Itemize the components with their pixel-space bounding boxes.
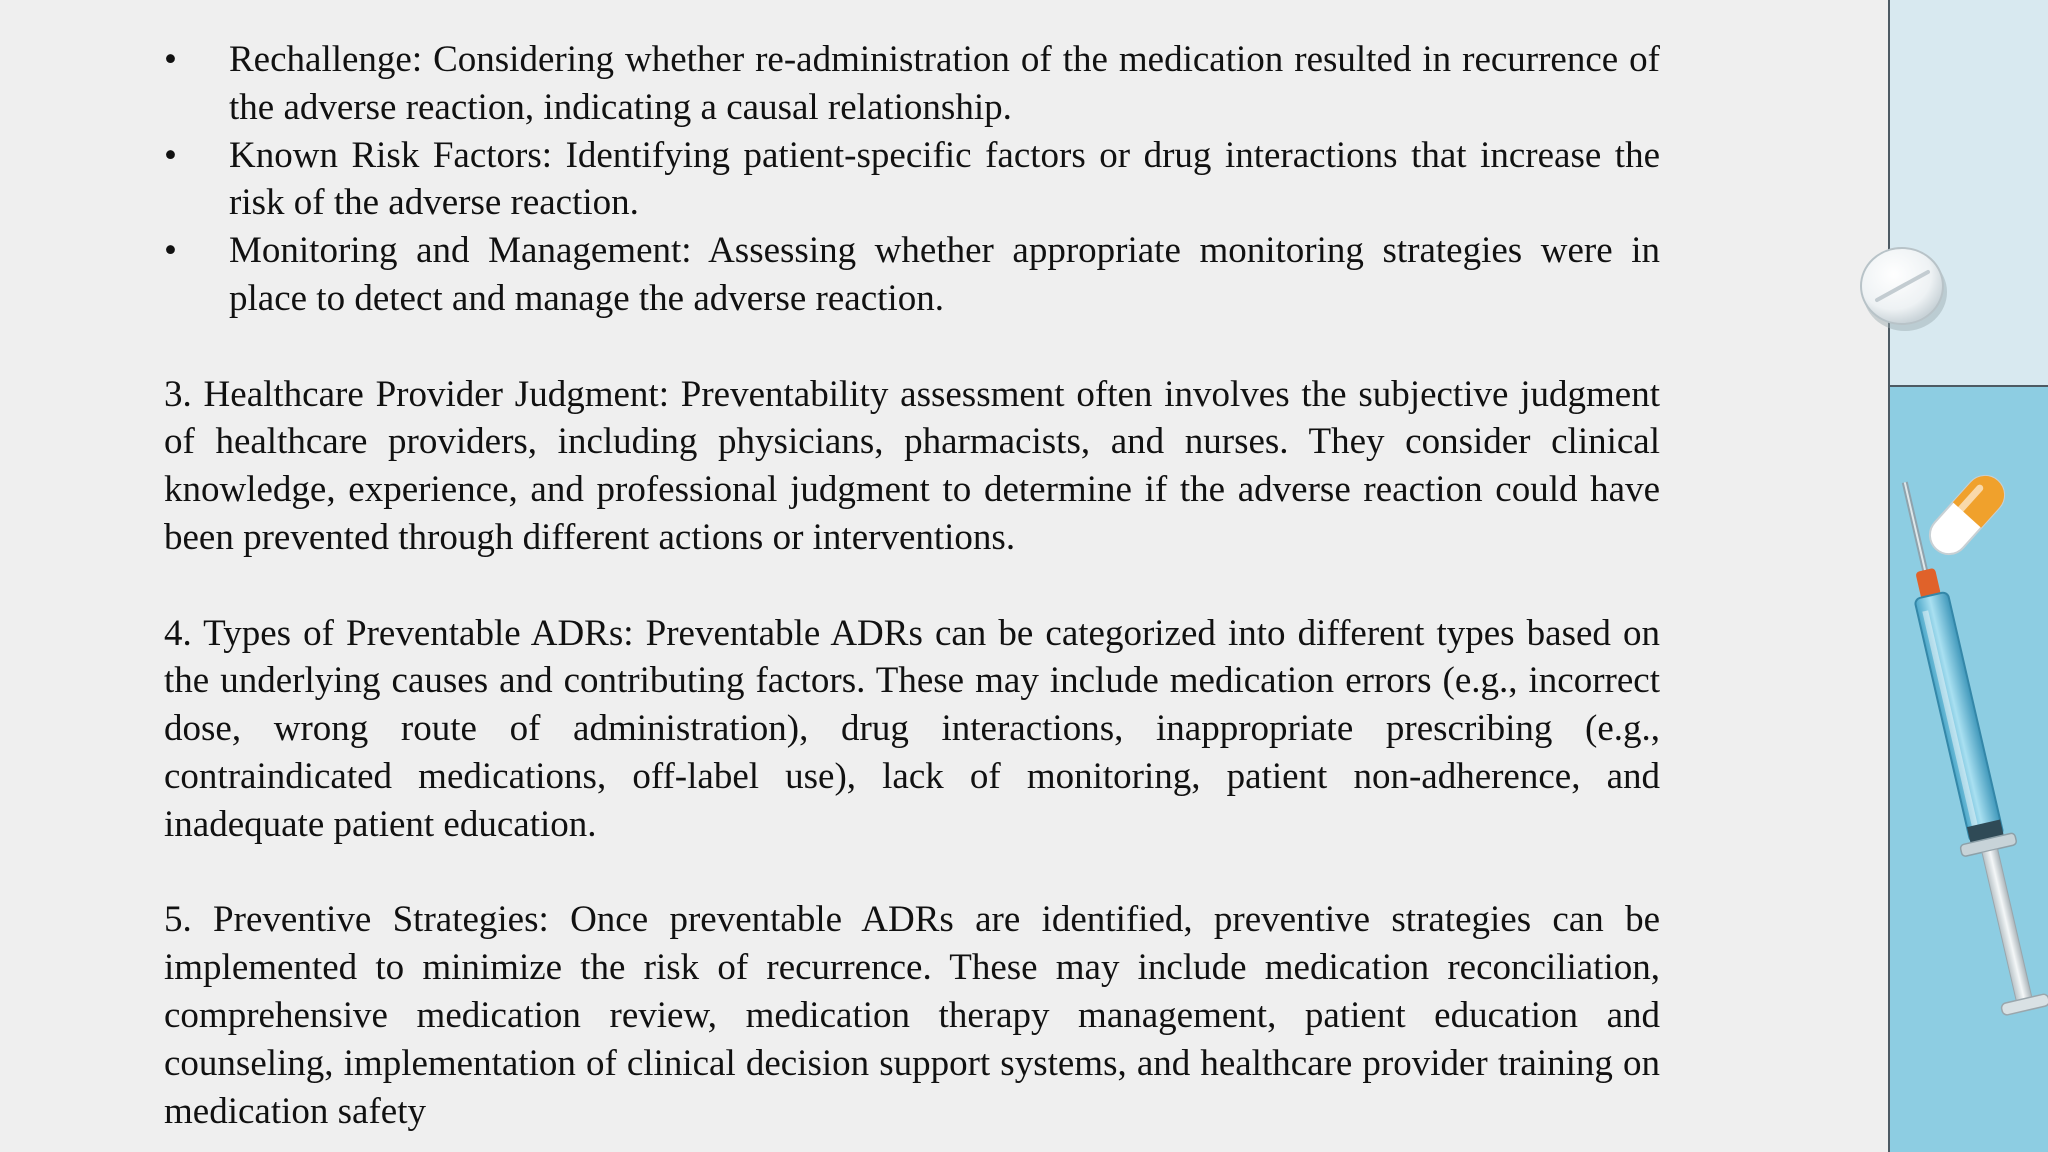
bullet-item-monitoring-management <box>164 227 1660 323</box>
bullet-text: Known Risk Factors: Identifying patient-specific factors or drug interactions that increase the risk of the adverse reaction. <box>229 134 1660 224</box>
paragraph-healthcare-provider-judgment: 3. Healthcare Provider Judgment: Preventability assessment often involves the subjective judgment of healthcare providers, including physicians, pharmacists, and nurses. They consider clinical knowledge, experience, and professional judgment to determine if the adverse reaction could have been prevented through different actions or interventions. <box>164 373 1660 558</box>
bullet-item-known-risk-factors <box>164 132 1660 228</box>
medical-illustration <box>1830 220 2048 1080</box>
bullet-symbol: • <box>164 230 177 272</box>
bullet-symbol: • <box>164 39 177 80</box>
bullet-text: Rechallenge: Considering whether re-administration of the medication resulted in recurrence of the adverse reaction, indicating a causal relationship. <box>229 39 1660 128</box>
slide-body <box>164 36 1660 1135</box>
bullet-text: Monitoring and Management: Assessing whether appropriate monitoring strategies were in place to detect and manage the adverse reaction. <box>229 230 1660 319</box>
pill-icon <box>1861 248 1947 331</box>
paragraph-types-of-preventable-adrs: 4. Types of Preventable ADRs: Preventable ADRs can be categorized into different types based on the underlying causes and contributing factors. These may include medication errors (e.g., incorrect dose, wrong route of administration), drug interactions, inappropriate prescribing (e.g., contraindicated medications, off-label use), lack of monitoring, patient non-adherence, and inadequate patient education. <box>164 612 1660 845</box>
bullet-list <box>164 36 1660 323</box>
bullet-symbol: • <box>164 134 177 176</box>
capsule-icon <box>1922 468 2012 562</box>
bullet-item-rechallenge <box>164 36 1660 132</box>
syringe-icon <box>1877 476 2048 1017</box>
paragraph-preventive-strategies: 5. Preventive Strategies: Once preventable ADRs are identified, preventive strategies can be implemented to minimize the risk of recurrence. These may include medication reconciliation, comprehensive medication review, medication therapy management, patient education and counseling, implementation of clinical decision support systems, and healthcare provider training on medication safety <box>164 899 1660 1132</box>
